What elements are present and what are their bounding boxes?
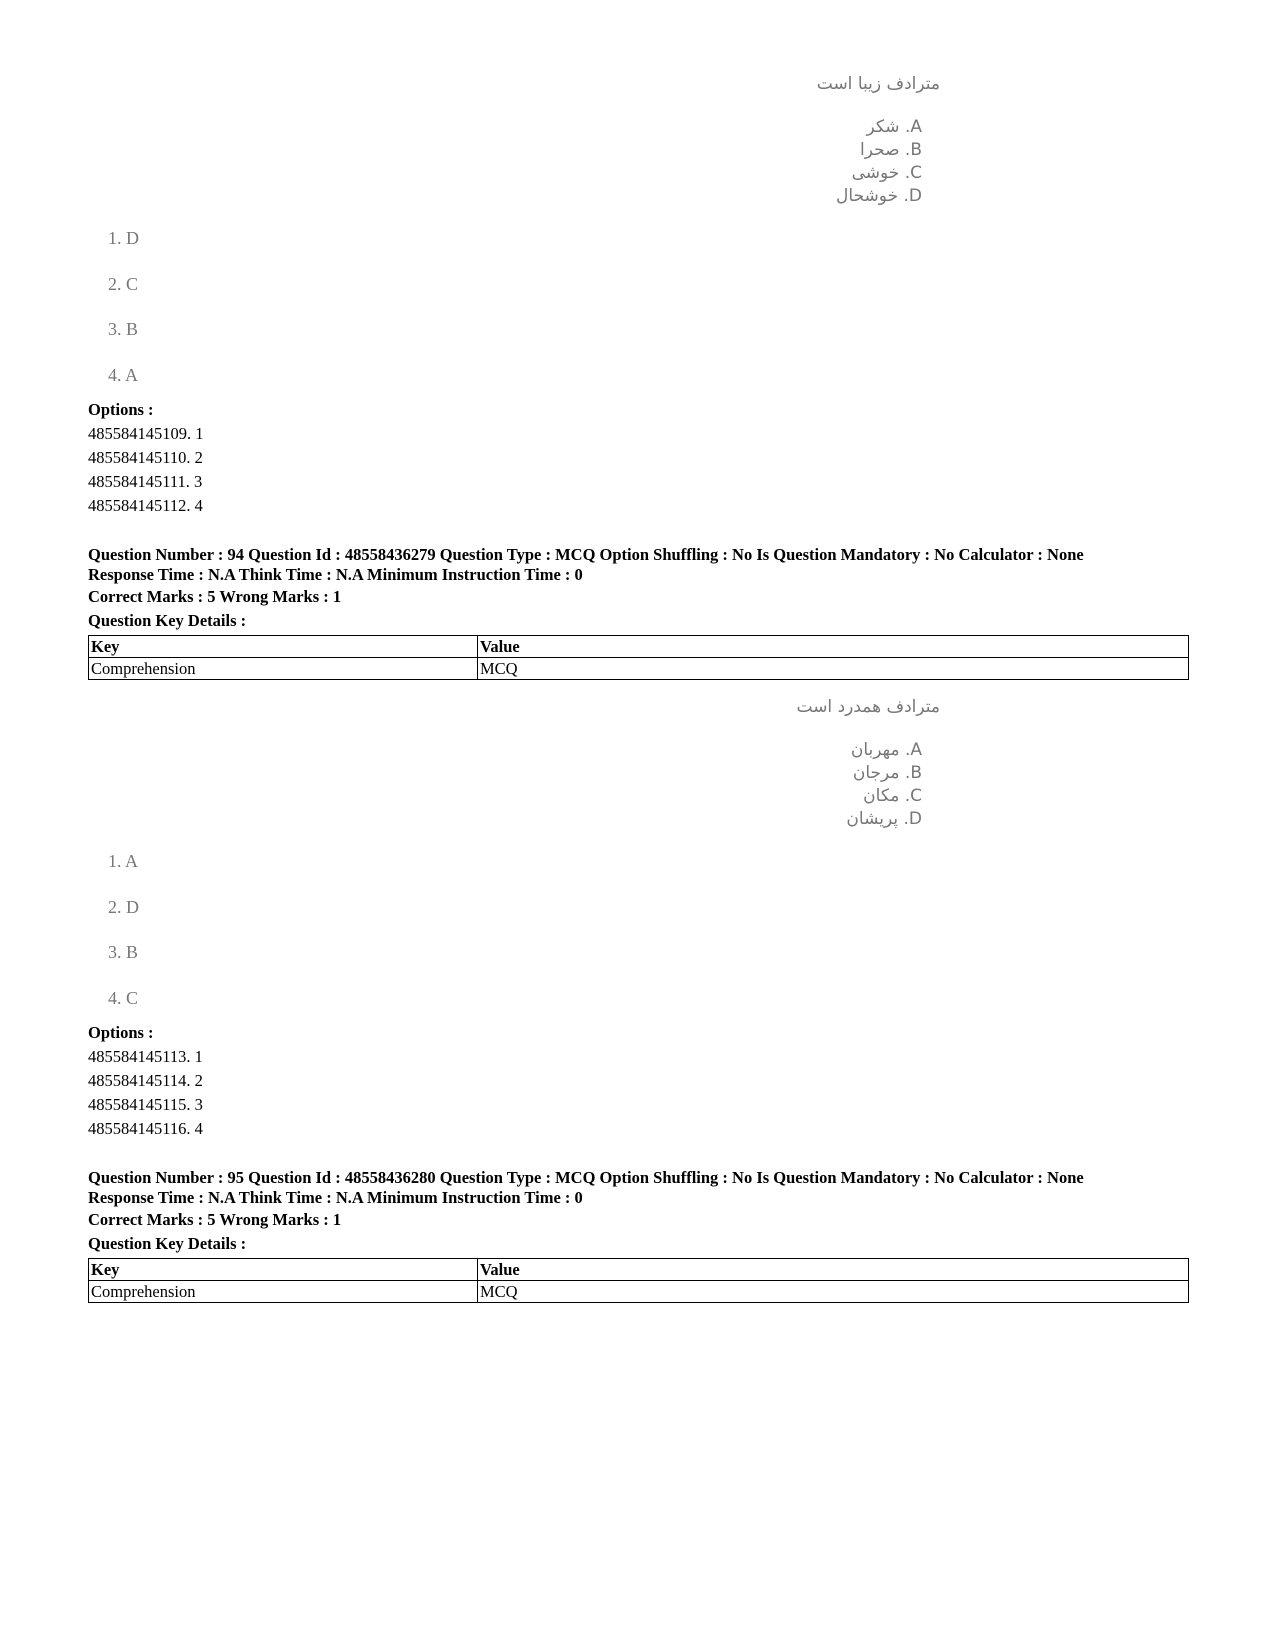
answer-choice: 1. A [108,851,139,871]
options-label: Options : [88,400,154,419]
key-details-table [88,1258,1189,1303]
question-option: C. خوشی [851,163,922,183]
question-meta-line: Response Time : N.A Think Time : N.A Minimum Instruction Time : 0 [88,565,583,584]
option-id: 485584145112. 4 [88,496,203,515]
option-id: 485584145116. 4 [88,1119,203,1138]
question-image-urdu [780,697,940,831]
answer-choice: 2. D [108,896,139,917]
question-text: مترادف همدرد است [796,697,940,717]
question-option: A. شکر [866,117,922,137]
table-cell: Comprehension [89,658,478,680]
question-option: A. مهربان [850,740,922,760]
question-image-urdu [780,74,940,208]
marks-line: Correct Marks : 5 Wrong Marks : 1 [88,1210,342,1229]
option-id: 485584145109. 1 [88,424,204,443]
answer-choice: 1. D [108,228,139,248]
table-cell: MCQ [478,658,1189,680]
table-header-cell: Key [89,1259,478,1281]
question-meta-line: Question Number : 95 Question Id : 48558436280 Question Type : MCQ Option Shuffling : No Is Question Mandatory : No Calculator : None [88,1168,1084,1187]
question-header [88,1168,1188,1303]
table-header-cell: Value [478,636,1189,658]
option-id: 485584145113. 1 [88,1047,203,1066]
question-option: D. پریشان [846,809,922,829]
option-id: 485584145114. 2 [88,1071,203,1090]
table-header-cell: Key [89,636,478,658]
table-cell: MCQ [478,1281,1189,1303]
answer-choice: 2. C [108,273,139,294]
table-row [89,658,1189,680]
question-meta-line: Response Time : N.A Think Time : N.A Minimum Instruction Time : 0 [88,1188,583,1207]
question-option: B. صحرا [860,140,922,160]
question-option: B. مرجان [852,763,922,783]
key-details-table [88,635,1189,680]
question-text: مترادف زیبا است [816,74,940,94]
answer-choices [108,228,139,410]
table-header-cell: Value [478,1259,1189,1281]
answer-choice: 3. B [108,319,139,339]
answer-choice: 3. B [108,942,139,962]
question-meta-line: Question Number : 94 Question Id : 48558436279 Question Type : MCQ Option Shuffling : No Is Question Mandatory : No Calculator : None [88,545,1084,564]
options-label: Options : [88,1023,154,1042]
options-section [88,398,1188,518]
key-details-label: Question Key Details : [88,1234,247,1253]
options-section [88,1021,1188,1141]
question-header [88,545,1188,680]
option-id: 485584145111. 3 [88,472,203,491]
table-row [89,1281,1189,1303]
answer-choice: 4. A [108,364,139,385]
question-option: D. خوشحال [836,186,922,206]
answer-choices [108,851,139,1033]
answer-choice: 4. C [108,987,139,1008]
marks-line: Correct Marks : 5 Wrong Marks : 1 [88,587,342,606]
table-header-row [89,1259,1189,1281]
question-option: C. مکان [863,786,922,806]
option-id: 485584145110. 2 [88,448,203,467]
table-cell: Comprehension [89,1281,478,1303]
key-details-label: Question Key Details : [88,611,247,630]
option-id: 485584145115. 3 [88,1095,203,1114]
table-header-row [89,636,1189,658]
